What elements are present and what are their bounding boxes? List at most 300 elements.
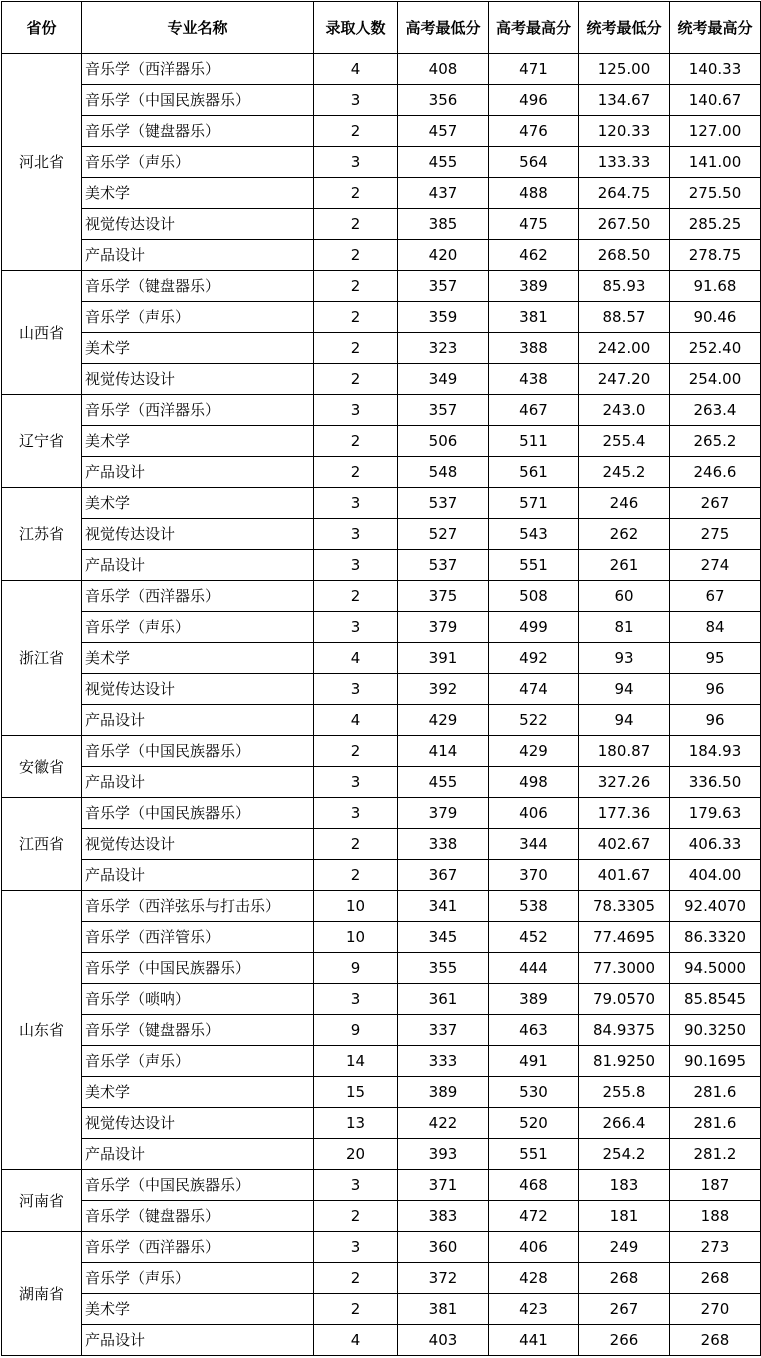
gaokao-min-cell: 333: [398, 1046, 489, 1077]
header-major: 专业名称: [82, 2, 314, 54]
table-row: [2, 736, 761, 767]
admitted-count-cell: 3: [314, 1170, 398, 1201]
major-cell: 产品设计: [82, 1325, 314, 1356]
admitted-count-cell: 3: [314, 147, 398, 178]
admitted-count-cell: 3: [314, 767, 398, 798]
art-exam-min-cell: 78.3305: [579, 891, 670, 922]
gaokao-max-cell: 498: [489, 767, 579, 798]
art-exam-max-cell: 404.00: [670, 860, 761, 891]
art-exam-max-cell: 67: [670, 581, 761, 612]
major-cell: 产品设计: [82, 457, 314, 488]
admitted-count-cell: 2: [314, 333, 398, 364]
gaokao-max-cell: 472: [489, 1201, 579, 1232]
major-cell: 视觉传达设计: [82, 209, 314, 240]
gaokao-min-cell: 455: [398, 767, 489, 798]
major-cell: 音乐学（键盘器乐）: [82, 1201, 314, 1232]
admitted-count-cell: 10: [314, 891, 398, 922]
major-cell: 美术学: [82, 333, 314, 364]
art-exam-min-cell: 246: [579, 488, 670, 519]
art-exam-min-cell: 264.75: [579, 178, 670, 209]
art-exam-min-cell: 94: [579, 705, 670, 736]
table-row: [2, 953, 761, 984]
gaokao-min-cell: 548: [398, 457, 489, 488]
major-cell: 美术学: [82, 1077, 314, 1108]
gaokao-max-cell: 467: [489, 395, 579, 426]
header-gaokao-min: 高考最低分: [398, 2, 489, 54]
gaokao-min-cell: 383: [398, 1201, 489, 1232]
admitted-count-cell: 2: [314, 581, 398, 612]
art-exam-min-cell: 183: [579, 1170, 670, 1201]
table-row: [2, 829, 761, 860]
header-gaokao-max: 高考最高分: [489, 2, 579, 54]
art-exam-max-cell: 140.67: [670, 85, 761, 116]
header-art-exam-max: 统考最高分: [670, 2, 761, 54]
admitted-count-cell: 15: [314, 1077, 398, 1108]
art-exam-max-cell: 184.93: [670, 736, 761, 767]
table-row: [2, 519, 761, 550]
art-exam-min-cell: 242.00: [579, 333, 670, 364]
admitted-count-cell: 9: [314, 953, 398, 984]
major-cell: 产品设计: [82, 705, 314, 736]
art-exam-min-cell: 255.4: [579, 426, 670, 457]
gaokao-min-cell: 506: [398, 426, 489, 457]
table-row: [2, 426, 761, 457]
major-cell: 音乐学（西洋弦乐与打击乐）: [82, 891, 314, 922]
major-cell: 音乐学（中国民族器乐）: [82, 85, 314, 116]
art-exam-max-cell: 275.50: [670, 178, 761, 209]
gaokao-max-cell: 468: [489, 1170, 579, 1201]
admitted-count-cell: 2: [314, 457, 398, 488]
province-cell: 江苏省: [2, 488, 82, 581]
table-row: [2, 1263, 761, 1294]
admitted-count-cell: 9: [314, 1015, 398, 1046]
table-row: [2, 1015, 761, 1046]
header-admitted-count: 录取人数: [314, 2, 398, 54]
art-exam-max-cell: 94.5000: [670, 953, 761, 984]
art-exam-min-cell: 60: [579, 581, 670, 612]
major-cell: 音乐学（中国民族器乐）: [82, 1170, 314, 1201]
art-exam-max-cell: 281.6: [670, 1108, 761, 1139]
table-row: [2, 1046, 761, 1077]
gaokao-max-cell: 571: [489, 488, 579, 519]
province-cell: 浙江省: [2, 581, 82, 736]
art-exam-max-cell: 96: [670, 705, 761, 736]
table-row: [2, 860, 761, 891]
table-row: [2, 1170, 761, 1201]
art-exam-max-cell: 263.4: [670, 395, 761, 426]
admitted-count-cell: 4: [314, 705, 398, 736]
art-exam-min-cell: 120.33: [579, 116, 670, 147]
art-exam-max-cell: 96: [670, 674, 761, 705]
gaokao-min-cell: 392: [398, 674, 489, 705]
art-exam-max-cell: 285.25: [670, 209, 761, 240]
table-row: [2, 674, 761, 705]
table-row: [2, 457, 761, 488]
art-exam-min-cell: 77.3000: [579, 953, 670, 984]
art-exam-min-cell: 81.9250: [579, 1046, 670, 1077]
art-exam-max-cell: 95: [670, 643, 761, 674]
admitted-count-cell: 3: [314, 85, 398, 116]
art-exam-min-cell: 267.50: [579, 209, 670, 240]
gaokao-min-cell: 338: [398, 829, 489, 860]
gaokao-max-cell: 452: [489, 922, 579, 953]
gaokao-min-cell: 355: [398, 953, 489, 984]
gaokao-min-cell: 372: [398, 1263, 489, 1294]
art-exam-max-cell: 141.00: [670, 147, 761, 178]
table-row: [2, 550, 761, 581]
gaokao-max-cell: 511: [489, 426, 579, 457]
gaokao-max-cell: 444: [489, 953, 579, 984]
major-cell: 视觉传达设计: [82, 364, 314, 395]
table-row: [2, 240, 761, 271]
table-row: [2, 209, 761, 240]
major-cell: 产品设计: [82, 1139, 314, 1170]
admitted-count-cell: 3: [314, 550, 398, 581]
art-exam-min-cell: 327.26: [579, 767, 670, 798]
table-row: [2, 984, 761, 1015]
gaokao-max-cell: 389: [489, 271, 579, 302]
major-cell: 音乐学（声乐）: [82, 612, 314, 643]
art-exam-max-cell: 91.68: [670, 271, 761, 302]
art-exam-min-cell: 77.4695: [579, 922, 670, 953]
admitted-count-cell: 3: [314, 519, 398, 550]
art-exam-max-cell: 188: [670, 1201, 761, 1232]
province-cell: 河北省: [2, 54, 82, 271]
admitted-count-cell: 20: [314, 1139, 398, 1170]
table-row: [2, 54, 761, 85]
province-cell: 安徽省: [2, 736, 82, 798]
admitted-count-cell: 4: [314, 643, 398, 674]
art-exam-max-cell: 268: [670, 1325, 761, 1356]
art-exam-min-cell: 262: [579, 519, 670, 550]
table-row: [2, 581, 761, 612]
art-exam-min-cell: 79.0570: [579, 984, 670, 1015]
admitted-count-cell: 3: [314, 984, 398, 1015]
major-cell: 音乐学（西洋器乐）: [82, 395, 314, 426]
admitted-count-cell: 3: [314, 612, 398, 643]
gaokao-max-cell: 488: [489, 178, 579, 209]
table-row: [2, 1077, 761, 1108]
admitted-count-cell: 2: [314, 271, 398, 302]
gaokao-min-cell: 455: [398, 147, 489, 178]
art-exam-min-cell: 267: [579, 1294, 670, 1325]
admitted-count-cell: 2: [314, 736, 398, 767]
art-exam-min-cell: 81: [579, 612, 670, 643]
admitted-count-cell: 2: [314, 364, 398, 395]
gaokao-max-cell: 561: [489, 457, 579, 488]
art-exam-min-cell: 268.50: [579, 240, 670, 271]
art-exam-max-cell: 84: [670, 612, 761, 643]
art-exam-min-cell: 266.4: [579, 1108, 670, 1139]
gaokao-min-cell: 403: [398, 1325, 489, 1356]
table-row: [2, 116, 761, 147]
art-exam-max-cell: 179.63: [670, 798, 761, 829]
art-exam-max-cell: 281.2: [670, 1139, 761, 1170]
gaokao-max-cell: 551: [489, 1139, 579, 1170]
gaokao-max-cell: 522: [489, 705, 579, 736]
gaokao-min-cell: 527: [398, 519, 489, 550]
art-exam-max-cell: 336.50: [670, 767, 761, 798]
gaokao-max-cell: 438: [489, 364, 579, 395]
gaokao-min-cell: 371: [398, 1170, 489, 1201]
gaokao-min-cell: 408: [398, 54, 489, 85]
gaokao-max-cell: 530: [489, 1077, 579, 1108]
admitted-count-cell: 2: [314, 860, 398, 891]
table-row: [2, 922, 761, 953]
gaokao-min-cell: 457: [398, 116, 489, 147]
admitted-count-cell: 2: [314, 209, 398, 240]
table-row: [2, 1294, 761, 1325]
art-exam-max-cell: 127.00: [670, 116, 761, 147]
gaokao-min-cell: 379: [398, 798, 489, 829]
major-cell: 音乐学（键盘器乐）: [82, 271, 314, 302]
gaokao-min-cell: 393: [398, 1139, 489, 1170]
gaokao-max-cell: 564: [489, 147, 579, 178]
gaokao-min-cell: 367: [398, 860, 489, 891]
table-row: [2, 1232, 761, 1263]
gaokao-min-cell: 357: [398, 271, 489, 302]
art-exam-min-cell: 133.33: [579, 147, 670, 178]
gaokao-max-cell: 406: [489, 798, 579, 829]
gaokao-min-cell: 429: [398, 705, 489, 736]
admitted-count-cell: 3: [314, 674, 398, 705]
art-exam-min-cell: 180.87: [579, 736, 670, 767]
art-exam-min-cell: 177.36: [579, 798, 670, 829]
table-row: [2, 891, 761, 922]
gaokao-min-cell: 337: [398, 1015, 489, 1046]
art-exam-min-cell: 401.67: [579, 860, 670, 891]
gaokao-min-cell: 379: [398, 612, 489, 643]
gaokao-min-cell: 360: [398, 1232, 489, 1263]
table-row: [2, 643, 761, 674]
art-exam-min-cell: 125.00: [579, 54, 670, 85]
admitted-count-cell: 3: [314, 798, 398, 829]
art-exam-min-cell: 268: [579, 1263, 670, 1294]
art-exam-min-cell: 249: [579, 1232, 670, 1263]
major-cell: 视觉传达设计: [82, 829, 314, 860]
major-cell: 产品设计: [82, 240, 314, 271]
major-cell: 音乐学（声乐）: [82, 1263, 314, 1294]
gaokao-max-cell: 492: [489, 643, 579, 674]
major-cell: 音乐学（中国民族器乐）: [82, 798, 314, 829]
admission-scores-table: [1, 1, 761, 1356]
gaokao-min-cell: 323: [398, 333, 489, 364]
province-cell: 湖南省: [2, 1232, 82, 1356]
province-cell: 山东省: [2, 891, 82, 1170]
major-cell: 音乐学（键盘器乐）: [82, 116, 314, 147]
art-exam-max-cell: 140.33: [670, 54, 761, 85]
gaokao-max-cell: 471: [489, 54, 579, 85]
province-cell: 山西省: [2, 271, 82, 395]
major-cell: 音乐学（声乐）: [82, 302, 314, 333]
gaokao-min-cell: 420: [398, 240, 489, 271]
major-cell: 音乐学（键盘器乐）: [82, 1015, 314, 1046]
table-row: [2, 302, 761, 333]
table-body: [2, 54, 761, 1356]
art-exam-min-cell: 245.2: [579, 457, 670, 488]
art-exam-min-cell: 181: [579, 1201, 670, 1232]
major-cell: 音乐学（西洋管乐）: [82, 922, 314, 953]
gaokao-min-cell: 375: [398, 581, 489, 612]
admitted-count-cell: 2: [314, 829, 398, 860]
gaokao-min-cell: 389: [398, 1077, 489, 1108]
gaokao-min-cell: 422: [398, 1108, 489, 1139]
major-cell: 美术学: [82, 643, 314, 674]
table-row: [2, 488, 761, 519]
art-exam-min-cell: 84.9375: [579, 1015, 670, 1046]
art-exam-min-cell: 402.67: [579, 829, 670, 860]
major-cell: 视觉传达设计: [82, 519, 314, 550]
art-exam-min-cell: 266: [579, 1325, 670, 1356]
major-cell: 视觉传达设计: [82, 1108, 314, 1139]
gaokao-min-cell: 345: [398, 922, 489, 953]
gaokao-max-cell: 441: [489, 1325, 579, 1356]
major-cell: 美术学: [82, 178, 314, 209]
gaokao-max-cell: 520: [489, 1108, 579, 1139]
art-exam-max-cell: 252.40: [670, 333, 761, 364]
gaokao-min-cell: 357: [398, 395, 489, 426]
gaokao-max-cell: 429: [489, 736, 579, 767]
gaokao-max-cell: 476: [489, 116, 579, 147]
art-exam-min-cell: 93: [579, 643, 670, 674]
gaokao-max-cell: 406: [489, 1232, 579, 1263]
major-cell: 视觉传达设计: [82, 674, 314, 705]
art-exam-max-cell: 92.4070: [670, 891, 761, 922]
art-exam-max-cell: 90.46: [670, 302, 761, 333]
table-row: [2, 333, 761, 364]
major-cell: 产品设计: [82, 767, 314, 798]
gaokao-min-cell: 414: [398, 736, 489, 767]
admitted-count-cell: 10: [314, 922, 398, 953]
art-exam-max-cell: 275: [670, 519, 761, 550]
header-row: [2, 2, 761, 54]
art-exam-max-cell: 267: [670, 488, 761, 519]
gaokao-max-cell: 423: [489, 1294, 579, 1325]
major-cell: 美术学: [82, 1294, 314, 1325]
art-exam-min-cell: 134.67: [579, 85, 670, 116]
table-row: [2, 271, 761, 302]
gaokao-max-cell: 370: [489, 860, 579, 891]
table-row: [2, 705, 761, 736]
gaokao-min-cell: 356: [398, 85, 489, 116]
gaokao-max-cell: 462: [489, 240, 579, 271]
admitted-count-cell: 2: [314, 116, 398, 147]
gaokao-min-cell: 385: [398, 209, 489, 240]
admitted-count-cell: 2: [314, 1294, 398, 1325]
gaokao-max-cell: 428: [489, 1263, 579, 1294]
gaokao-min-cell: 349: [398, 364, 489, 395]
admitted-count-cell: 2: [314, 1263, 398, 1294]
table-row: [2, 767, 761, 798]
admitted-count-cell: 13: [314, 1108, 398, 1139]
province-cell: 河南省: [2, 1170, 82, 1232]
art-exam-max-cell: 187: [670, 1170, 761, 1201]
art-exam-max-cell: 246.6: [670, 457, 761, 488]
major-cell: 音乐学（中国民族器乐）: [82, 736, 314, 767]
gaokao-max-cell: 538: [489, 891, 579, 922]
admitted-count-cell: 3: [314, 1232, 398, 1263]
admitted-count-cell: 14: [314, 1046, 398, 1077]
art-exam-min-cell: 243.0: [579, 395, 670, 426]
major-cell: 音乐学（西洋器乐）: [82, 54, 314, 85]
header-art-exam-min: 统考最低分: [579, 2, 670, 54]
table-row: [2, 1201, 761, 1232]
gaokao-min-cell: 537: [398, 550, 489, 581]
art-exam-min-cell: 261: [579, 550, 670, 581]
province-cell: 辽宁省: [2, 395, 82, 488]
table-row: [2, 798, 761, 829]
art-exam-min-cell: 94: [579, 674, 670, 705]
admitted-count-cell: 4: [314, 1325, 398, 1356]
admitted-count-cell: 2: [314, 426, 398, 457]
art-exam-min-cell: 247.20: [579, 364, 670, 395]
gaokao-min-cell: 361: [398, 984, 489, 1015]
art-exam-max-cell: 86.3320: [670, 922, 761, 953]
admitted-count-cell: 2: [314, 178, 398, 209]
admitted-count-cell: 4: [314, 54, 398, 85]
major-cell: 音乐学（西洋器乐）: [82, 1232, 314, 1263]
admitted-count-cell: 3: [314, 395, 398, 426]
gaokao-max-cell: 388: [489, 333, 579, 364]
gaokao-max-cell: 474: [489, 674, 579, 705]
gaokao-max-cell: 475: [489, 209, 579, 240]
art-exam-min-cell: 254.2: [579, 1139, 670, 1170]
admitted-count-cell: 2: [314, 240, 398, 271]
province-cell: 江西省: [2, 798, 82, 891]
art-exam-max-cell: 281.6: [670, 1077, 761, 1108]
art-exam-min-cell: 85.93: [579, 271, 670, 302]
major-cell: 产品设计: [82, 550, 314, 581]
major-cell: 音乐学（唢呐）: [82, 984, 314, 1015]
gaokao-max-cell: 508: [489, 581, 579, 612]
art-exam-max-cell: 278.75: [670, 240, 761, 271]
table-row: [2, 85, 761, 116]
gaokao-max-cell: 389: [489, 984, 579, 1015]
table-row: [2, 147, 761, 178]
gaokao-min-cell: 359: [398, 302, 489, 333]
art-exam-max-cell: 274: [670, 550, 761, 581]
gaokao-max-cell: 463: [489, 1015, 579, 1046]
art-exam-max-cell: 270: [670, 1294, 761, 1325]
gaokao-max-cell: 491: [489, 1046, 579, 1077]
table-header: [2, 2, 761, 54]
table-row: [2, 1108, 761, 1139]
art-exam-max-cell: 265.2: [670, 426, 761, 457]
gaokao-max-cell: 496: [489, 85, 579, 116]
gaokao-max-cell: 499: [489, 612, 579, 643]
header-province: 省份: [2, 2, 82, 54]
table-row: [2, 395, 761, 426]
major-cell: 产品设计: [82, 860, 314, 891]
major-cell: 音乐学（西洋器乐）: [82, 581, 314, 612]
art-exam-max-cell: 90.1695: [670, 1046, 761, 1077]
gaokao-max-cell: 551: [489, 550, 579, 581]
admitted-count-cell: 2: [314, 302, 398, 333]
gaokao-min-cell: 437: [398, 178, 489, 209]
table-row: [2, 364, 761, 395]
table-row: [2, 1325, 761, 1356]
gaokao-max-cell: 344: [489, 829, 579, 860]
major-cell: 音乐学（声乐）: [82, 1046, 314, 1077]
table-row: [2, 612, 761, 643]
table-row: [2, 178, 761, 209]
gaokao-min-cell: 391: [398, 643, 489, 674]
admitted-count-cell: 3: [314, 488, 398, 519]
table-row: [2, 1139, 761, 1170]
art-exam-max-cell: 273: [670, 1232, 761, 1263]
art-exam-max-cell: 90.3250: [670, 1015, 761, 1046]
major-cell: 音乐学（声乐）: [82, 147, 314, 178]
